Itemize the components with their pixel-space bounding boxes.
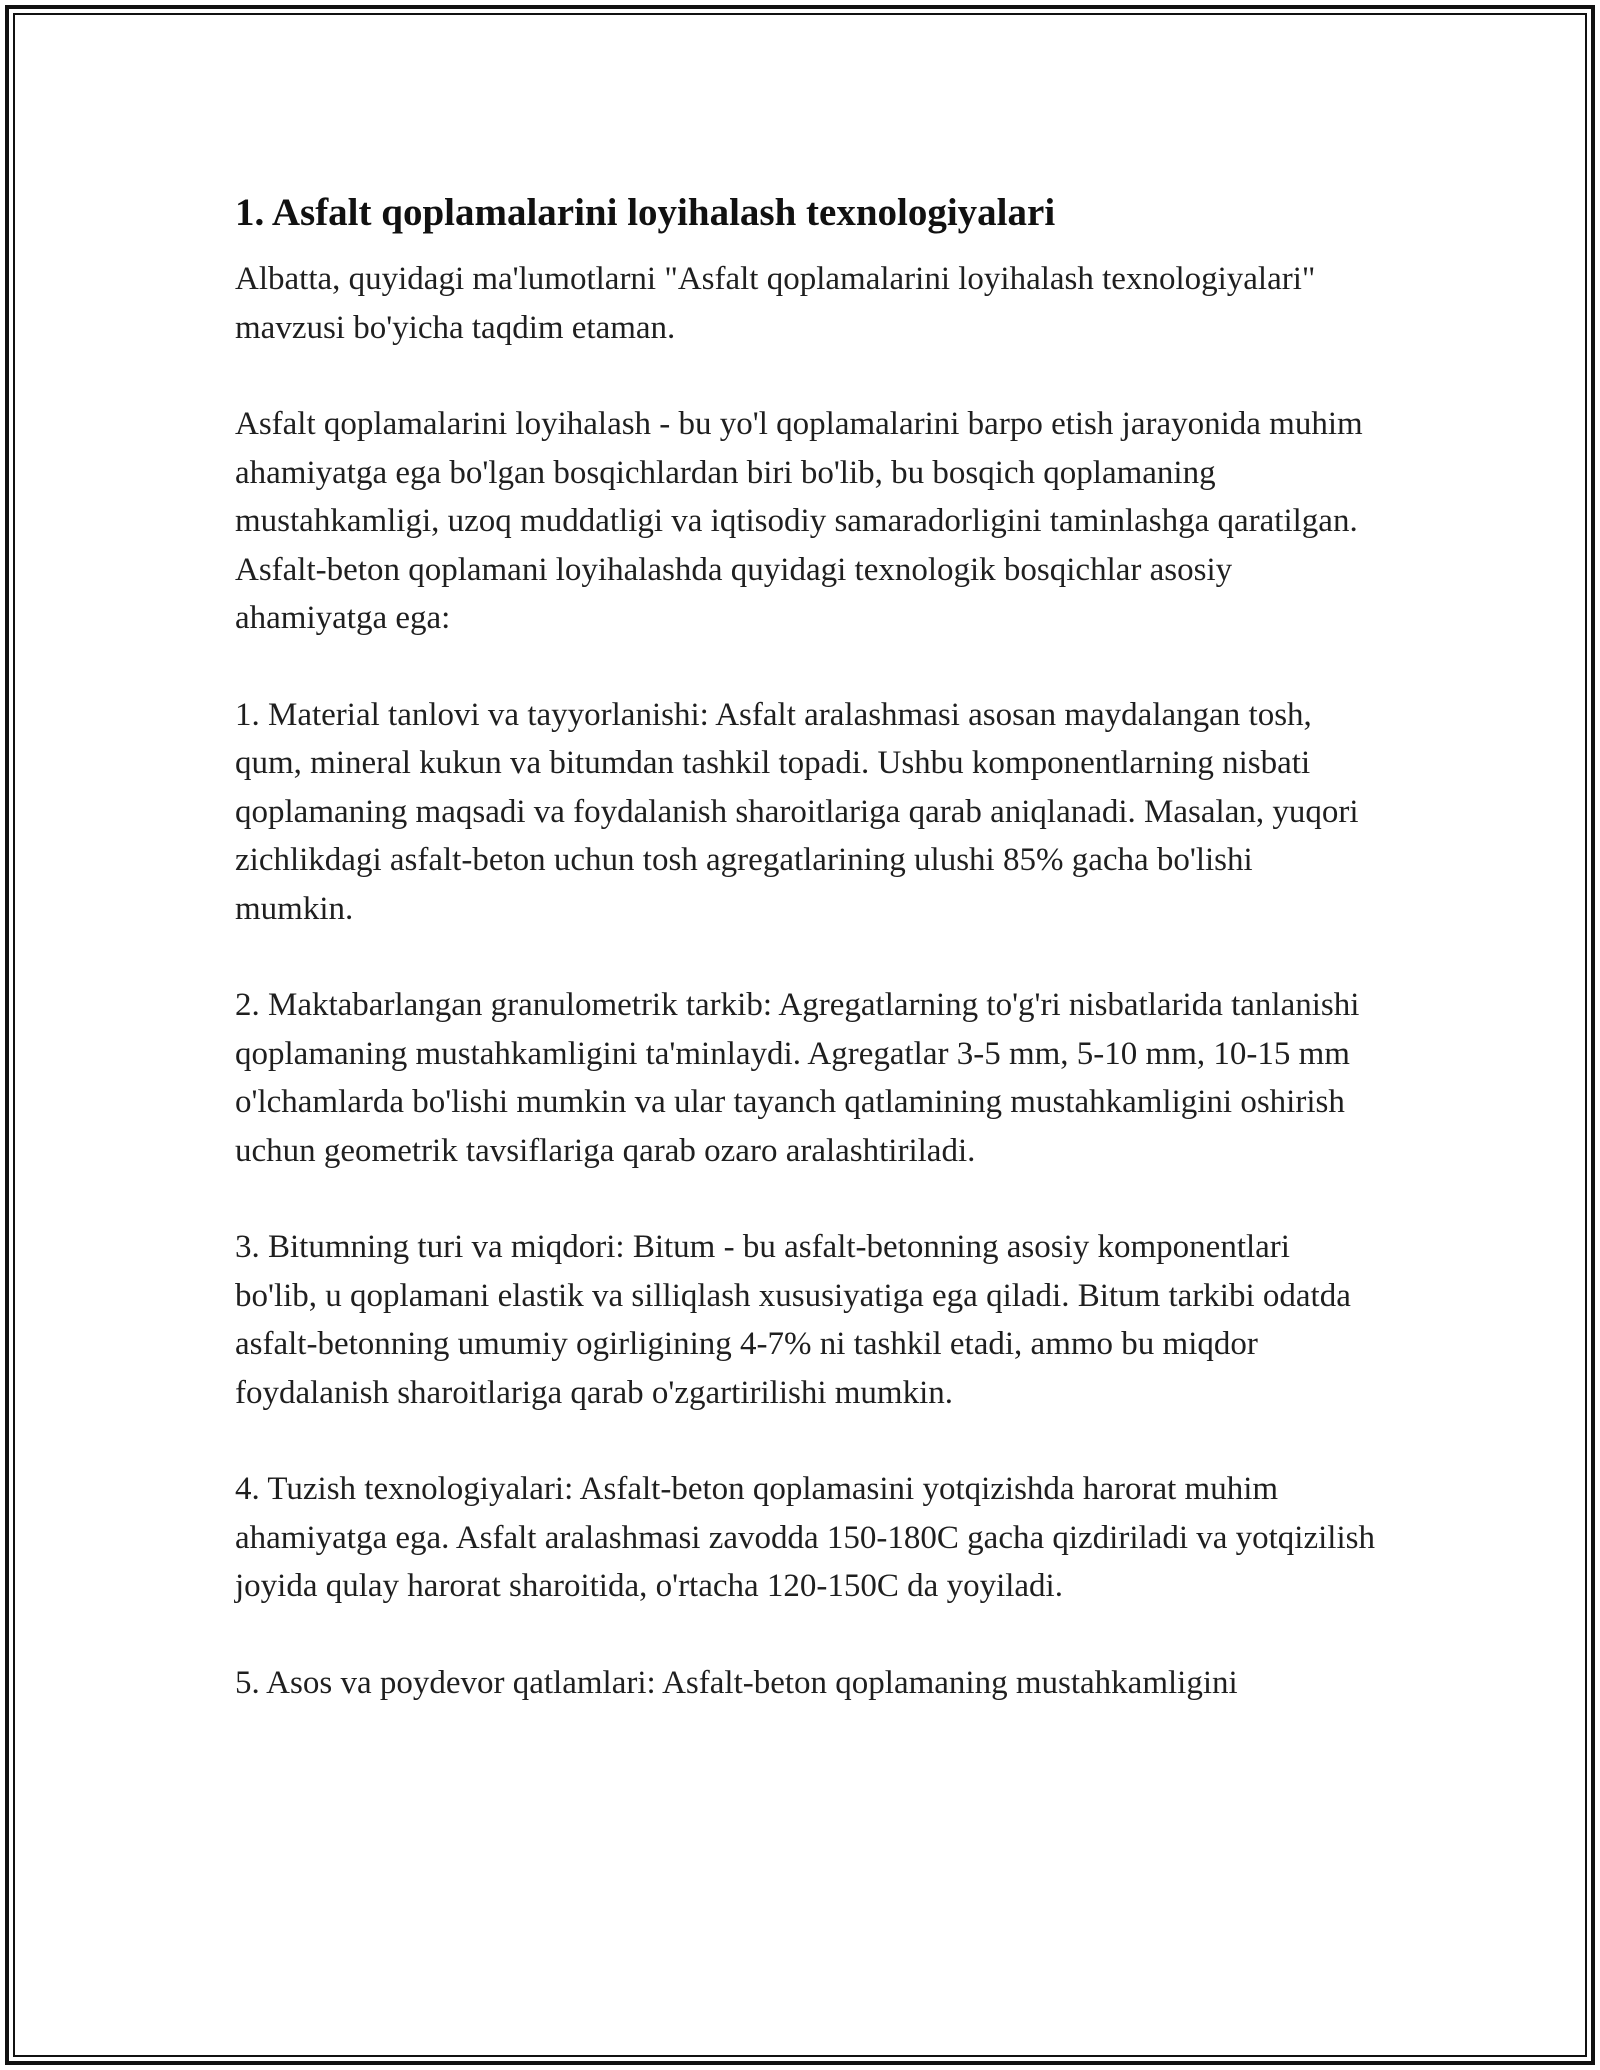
paragraph-list bbox=[235, 255, 1375, 1707]
document-body bbox=[235, 185, 1375, 1755]
list-item-bitumen-type: 3. Bitumning turi va miqdori: Bitum - bu asfalt-betonning asosiy komponentlari bo'lib, u qoplamani elastik va silliqlash xususiyatiga ega qiladi. Bitum tarkibi odatda asfalt-betonning umumiy ogirligining 4-7% ni tashkil etadi, ammo bu miqdor foydalanish sharoitlariga qarab o'zgartirilishi mumkin. bbox=[235, 1229, 1351, 1411]
list-item-base-layers: 5. Asos va poydevor qatlamlari: Asfalt-beton qoplamaning mustahkamligini bbox=[235, 1664, 1238, 1701]
list-item-material-selection: 1. Material tanlovi va tayyorlanishi: Asfalt aralashmasi asosan maydalangan tosh, qum, mineral kukun va bitumdan tashkil topadi. Ushbu komponentlarning nisbati qoplamaning maqsadi va foydalanish sharoitlariga qarab aniqlanadi. Masalan, yuqori zichlikdagi asfalt-beton uchun tosh agregatlarining ulushi 85% gacha bo'lishi mumkin. bbox=[235, 696, 1359, 927]
intro-paragraph: Albatta, quyidagi ma'lumotlarni "Asfalt qoplamalarini loyihalash texnologiyalari" mavzusi bo'yicha taqdim etaman. bbox=[235, 261, 1316, 346]
overview-paragraph: Asfalt qoplamalarini loyihalash - bu yo'l qoplamalarini barpo etish jarayonida muhim ahamiyatga ega bo'lgan bosqichlardan biri bo'lib, bu bosqich qoplamaning mustahkamligi, uzoq muddatligi va iqtisodiy samaradorligini taminlashga qaratilgan. Asfalt-beton qoplamani loyihalashda quyidagi texnologik bosqichlar asosiy ahamiyatga ega: bbox=[235, 406, 1363, 636]
list-item-laying-technology: 4. Tuzish texnologiyalari: Asfalt-beton qoplamasini yotqizishda harorat muhim ahamiyatga ega. Asfalt aralashmasi zavodda 150-180C gacha qizdiriladi va yotqizilish joyida qulay harorat sharoitida, o'rtacha 120-150C da yoyiladi. bbox=[235, 1471, 1375, 1604]
document-title: 1. Asfalt qoplamalarini loyihalash texnologiyalari bbox=[235, 191, 1056, 234]
list-item-granulometric-composition: 2. Maktabarlangan granulometrik tarkib: Agregatlarning to'g'ri nisbatlarida tanlanishi qoplamaning mustahkamligini ta'minlaydi. Agregatlar 3-5 mm, 5-10 mm, 10-15 mm o'lchamlarda bo'lishi mumkin va ular tayanch qatlamining mustahkamligini oshirish uchun geometrik tavsiflariga qarab ozaro aralashtiriladi. bbox=[235, 987, 1360, 1169]
